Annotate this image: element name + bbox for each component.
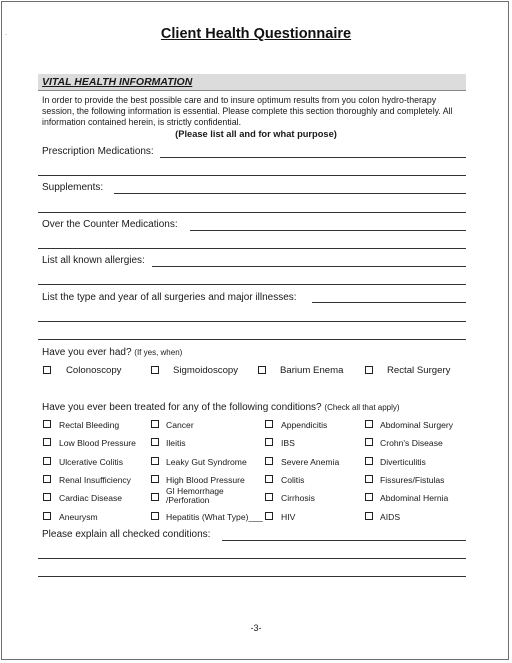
- explain-field-line-2[interactable]: [38, 558, 466, 559]
- sigmoidoscopy-label: Sigmoidoscopy: [173, 365, 239, 376]
- explain-field[interactable]: [222, 540, 466, 541]
- ulcerative-colitis-label: Ulcerative Colitis: [59, 457, 123, 467]
- supplements-label: Supplements:: [42, 182, 104, 193]
- surgeries-field-line-3[interactable]: [38, 339, 466, 340]
- procedures-question-text: Have you ever had?: [42, 347, 132, 358]
- rectal-bleeding-label: Rectal Bleeding: [59, 420, 120, 430]
- rectal-surgery-label: Rectal Surgery: [387, 365, 451, 376]
- cancer-checkbox[interactable]: [151, 420, 159, 428]
- renal-insufficiency-label: Renal Insufficiency: [59, 475, 131, 485]
- low-blood-pressure-checkbox[interactable]: [43, 438, 51, 446]
- prescription-field-line-2[interactable]: [38, 175, 466, 176]
- sigmoidoscopy-checkbox[interactable]: [151, 366, 159, 374]
- ibs-label: IBS: [281, 438, 295, 448]
- high-blood-pressure-label: High Blood Pressure: [166, 475, 245, 485]
- explain-field-line-3[interactable]: [38, 576, 466, 577]
- section-header: [38, 74, 466, 91]
- diverticulitis-label: Diverticulitis: [380, 457, 426, 467]
- procedures-qualifier: (If yes, when): [134, 348, 183, 357]
- diverticulitis-checkbox[interactable]: [365, 457, 373, 465]
- renal-insufficiency-checkbox[interactable]: [43, 475, 51, 483]
- page-title: Client Health Questionnaire: [160, 26, 352, 42]
- cardiac-disease-label: Cardiac Disease: [59, 493, 123, 503]
- hepatitis-checkbox[interactable]: [151, 512, 159, 520]
- barium-enema-label: Barium Enema: [280, 365, 344, 376]
- appendicitis-checkbox[interactable]: [265, 420, 273, 428]
- aids-label: AIDS: [380, 512, 401, 522]
- hiv-checkbox[interactable]: [265, 512, 273, 520]
- section-header-label: VITAL HEALTH INFORMATION: [42, 76, 193, 88]
- ulcerative-colitis-checkbox[interactable]: [43, 457, 51, 465]
- supplements-field[interactable]: [114, 193, 466, 194]
- cancer-label: Cancer: [166, 420, 194, 430]
- abdominal-hernia-label: Abdominal Hernia: [380, 493, 449, 503]
- colonoscopy-label: Colonoscopy: [66, 365, 122, 376]
- hiv-label: HIV: [281, 512, 296, 522]
- surgeries-field[interactable]: [312, 302, 466, 303]
- surgeries-field-line-2[interactable]: [38, 321, 466, 322]
- procedures-question: [42, 347, 182, 358]
- fissures-fistulas-label: Fissures/Fistulas: [380, 475, 445, 485]
- gi-hemorrhage-checkbox[interactable]: [151, 493, 159, 501]
- abdominal-surgery-label: Abdominal Surgery: [380, 420, 454, 430]
- leaky-gut-syndrome-label: Leaky Gut Syndrome: [166, 457, 247, 467]
- severe-anemia-label: Severe Anemia: [281, 457, 340, 467]
- abdominal-surgery-checkbox[interactable]: [365, 420, 373, 428]
- cardiac-disease-checkbox[interactable]: [43, 493, 51, 501]
- page-mark: .: [5, 30, 7, 37]
- otc-field-line-2[interactable]: [38, 248, 466, 249]
- gi-hemorrhage-label: GI Hemorrhage /Perforation: [166, 486, 224, 505]
- cirrhosis-checkbox[interactable]: [265, 493, 273, 501]
- colonoscopy-checkbox[interactable]: [43, 366, 51, 374]
- aids-checkbox[interactable]: [365, 512, 373, 520]
- low-blood-pressure-label: Low Blood Pressure: [59, 438, 136, 448]
- ibs-checkbox[interactable]: [265, 438, 273, 446]
- allergies-field[interactable]: [152, 266, 466, 267]
- hepatitis-label: Hepatitis (What Type)___: [166, 512, 263, 522]
- explain-label: Please explain all checked conditions:: [42, 529, 211, 540]
- fissures-fistulas-checkbox[interactable]: [365, 475, 373, 483]
- high-blood-pressure-checkbox[interactable]: [151, 475, 159, 483]
- ileitis-label: Ileitis: [166, 438, 186, 448]
- page-number: -3-: [250, 623, 262, 633]
- list-note: (Please list all and for what purpose): [175, 129, 337, 139]
- allergies-label: List all known allergies:: [42, 255, 145, 266]
- crohns-disease-label: Crohn's Disease: [380, 438, 443, 448]
- conditions-question-text: Have you ever been treated for any of the following conditions?: [42, 402, 322, 413]
- otc-label: Over the Counter Medications:: [42, 219, 178, 230]
- appendicitis-label: Appendicitis: [281, 420, 328, 430]
- ileitis-checkbox[interactable]: [151, 438, 159, 446]
- conditions-qualifier: (Check all that apply): [324, 403, 400, 412]
- conditions-question: [42, 402, 400, 413]
- otc-field[interactable]: [190, 230, 466, 231]
- supplements-field-line-2[interactable]: [38, 212, 466, 213]
- aneurysm-label: Aneurysm: [59, 512, 98, 522]
- prescription-label: Prescription Medications:: [42, 146, 154, 157]
- colitis-label: Colitis: [281, 475, 305, 485]
- allergies-field-line-2[interactable]: [38, 284, 466, 285]
- aneurysm-checkbox[interactable]: [43, 512, 51, 520]
- colitis-checkbox[interactable]: [265, 475, 273, 483]
- crohns-disease-checkbox[interactable]: [365, 438, 373, 446]
- intro-text: In order to provide the best possible care and to insure optimum results from you colon hydro-therapy session, the following information is essential. Please complete this section thoroughly and completely. All information contained herein, is strictly confidential.: [42, 95, 453, 128]
- barium-enema-checkbox[interactable]: [258, 366, 266, 374]
- prescription-field[interactable]: [160, 157, 466, 158]
- abdominal-hernia-checkbox[interactable]: [365, 493, 373, 501]
- leaky-gut-syndrome-checkbox[interactable]: [151, 457, 159, 465]
- severe-anemia-checkbox[interactable]: [265, 457, 273, 465]
- surgeries-label: List the type and year of all surgeries and major illnesses:: [42, 292, 297, 303]
- rectal-bleeding-checkbox[interactable]: [43, 420, 51, 428]
- rectal-surgery-checkbox[interactable]: [365, 366, 373, 374]
- cirrhosis-label: Cirrhosis: [281, 493, 315, 503]
